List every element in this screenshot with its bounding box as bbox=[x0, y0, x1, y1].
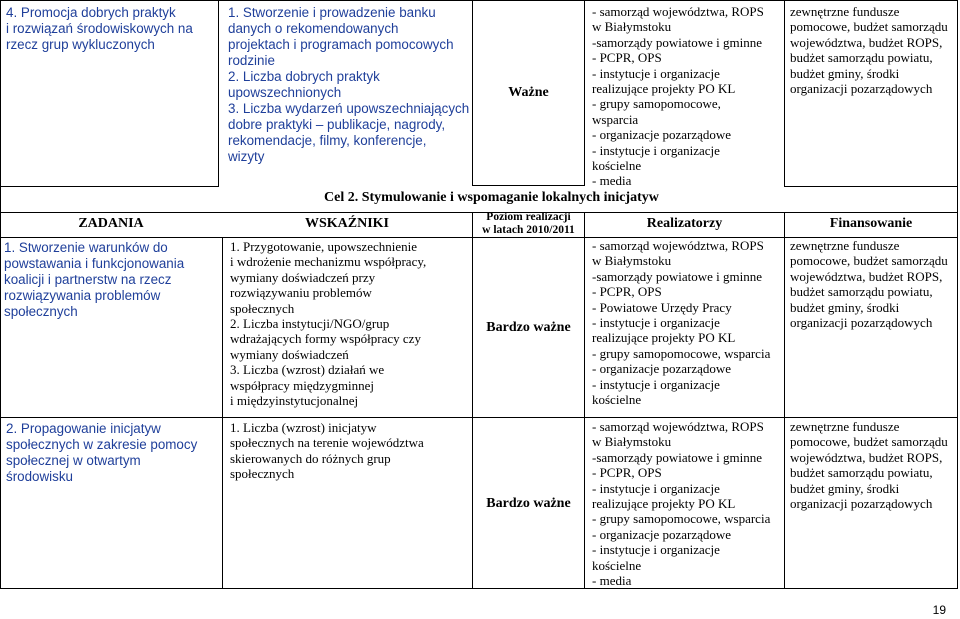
task-4-implementers: - samorząd województwa, ROPS w Białymstoku -samorządy powiatowe i gminne - PCPR, OPS - instytucje i organizacje realizujące projekty PO KL - grupy samopomocowe, wsparcia - organizacje pozarządowe - instytucje i organizacje kościelne - media bbox=[592, 4, 764, 189]
rule-goal-top-right bbox=[784, 186, 958, 187]
col-line-1-bottom bbox=[222, 237, 223, 589]
task-4-level: Ważne bbox=[508, 85, 549, 100]
rule-top bbox=[0, 0, 958, 1]
task-2-indicators bbox=[230, 420, 472, 482]
col-line-3-bottom bbox=[584, 212, 585, 589]
task-1-text: 1. Stworzenie warunków do powstawania i funkcjonowania koalicji i partnerstw na rzecz rozwiązywania problemów społecznych bbox=[4, 240, 185, 319]
rule-row-divider bbox=[0, 417, 958, 418]
indicator-item: 1. Liczba (wzrost) inicjatyw społecznych na terenie województwa skierowanych do różnych grup społecznych bbox=[230, 420, 424, 482]
task-2-text: 2. Propagowanie inicjatyw społecznych w zakresie pomocy społecznej w otwartym środowisku bbox=[6, 421, 198, 484]
task-4-text: 4. Promocja dobrych praktyk i rozwiązań środowiskowych na rzecz grup wykluczonych bbox=[6, 5, 193, 52]
rule-goal-top-left bbox=[0, 186, 218, 187]
task-2-implementers: - samorząd województwa, ROPS w Białymstoku -samorządy powiatowe i gminne - PCPR, OPS - instytucje i organizacje realizujące projekty PO KL - grupy samopomocowe, wsparcia - organizacje pozarządowe - instytucje i organizacje kościelne - media bbox=[592, 419, 771, 589]
col-line-0 bbox=[0, 0, 1, 589]
indicator-item: 2. Liczba dobrych praktyk upowszechnionych bbox=[228, 69, 380, 100]
task-1-financing: zewnętrzne fundusze pomocowe, budżet samorządu województwa, budżet ROPS, budżet samorządu powiatu, budżet gminy, środki organizacji pozarządowych bbox=[790, 238, 948, 331]
header-tasks: ZADANIA bbox=[78, 216, 144, 231]
col-line-4-top bbox=[784, 0, 785, 187]
col-line-4-bottom bbox=[784, 212, 785, 589]
header-level bbox=[473, 211, 584, 237]
col-line-1-top bbox=[218, 0, 219, 187]
header-financing: Finansowanie bbox=[829, 216, 913, 231]
header-level-line2: w latach 2010/2011 bbox=[482, 224, 575, 236]
task-1-indicators bbox=[230, 239, 472, 408]
indicator-item: 1. Przygotowanie, upowszechnienie i wdrożenie mechanizmu współpracy, wymiany doświadczeń przy rozwiązywaniu problemów społecznych bbox=[230, 239, 427, 316]
indicator-item: 3. Liczba wydarzeń upowszechniających dobre praktyki – publikacje, nagrody, rekomendacje, filmy, konferencje, wizyty bbox=[228, 101, 470, 164]
indicator-item: 3. Liczba (wzrost) działań we współpracy międzygminnej i międzyinstytucjonalnej bbox=[230, 362, 385, 409]
indicator-item: 2. Liczba instytucji/NGO/grup wdrażających formy współpracy czy wymiany doświadczeń bbox=[230, 316, 421, 362]
task-2-financing: zewnętrzne fundusze pomocowe, budżet samorządu województwa, budżet ROPS, budżet samorządu powiatu, budżet gminy, środki organizacji pozarządowych bbox=[790, 419, 948, 512]
rule-bottom bbox=[0, 588, 958, 589]
col-line-3-top bbox=[584, 0, 585, 186]
rule-goal-top bbox=[472, 185, 584, 186]
indicator-item: 1. Stworzenie i prowadzenie banku danych o rekomendowanych projektach i programach pomocowych rodzinie bbox=[228, 5, 454, 68]
page-number: 19 bbox=[932, 603, 946, 617]
goal-title: Cel 2. Stymulowanie i wspomaganie lokalnych inicjatyw bbox=[324, 190, 659, 205]
col-line-5 bbox=[957, 0, 958, 589]
task-1-level: Bardzo ważne bbox=[486, 320, 571, 335]
header-implementers: Realizatorzy bbox=[646, 216, 723, 231]
col-line-2-bottom bbox=[472, 212, 473, 589]
task-4-indicators bbox=[228, 5, 472, 165]
header-level-line1: Poziom realizacji bbox=[486, 211, 571, 223]
header-indicators: WSKAŹNIKI bbox=[304, 216, 390, 231]
task-2-level: Bardzo ważne bbox=[486, 496, 571, 511]
task-4-financing: zewnętrzne fundusze pomocowe, budżet samorządu województwa, budżet ROPS, budżet samorządu powiatu, budżet gminy, środki organizacji pozarządowych bbox=[790, 4, 948, 97]
task-1-implementers: - samorząd województwa, ROPS w Białymstoku -samorządy powiatowe i gminne - PCPR, OPS - Powiatowe Urzędy Pracy - instytucje i organizacje realizujące projekty PO KL - grupy samopomocowe, wsparcia - organizacje pozarządowe - instytucje i organizacje kościelne bbox=[592, 238, 771, 408]
